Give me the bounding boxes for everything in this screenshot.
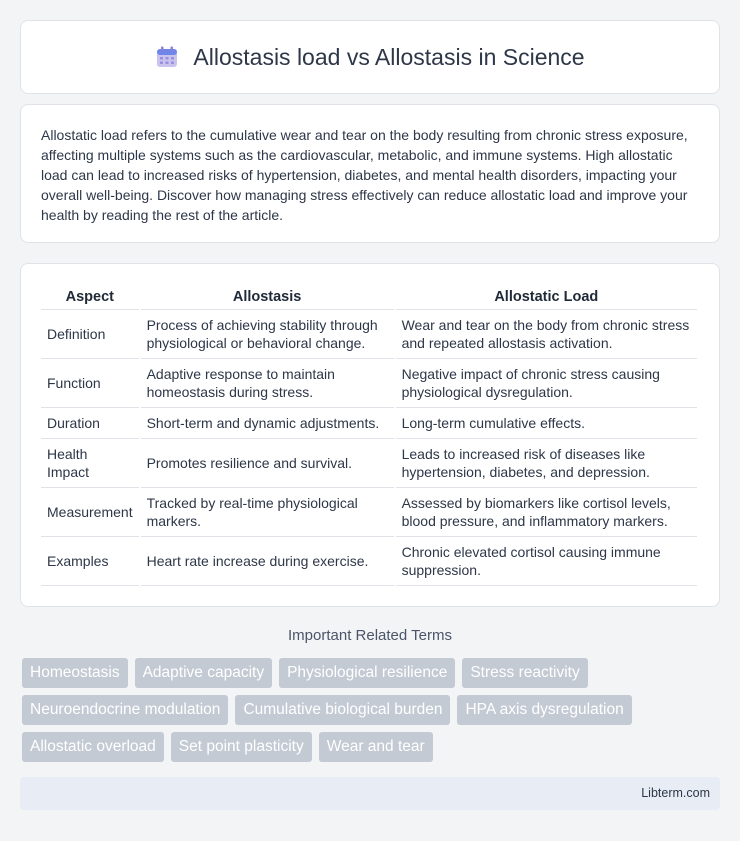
cell-allostatic-load: Long-term cumulative effects. (396, 408, 697, 439)
cell-allostatic-load: Assessed by biomarkers like cortisol levels, blood pressure, and inflammatory markers. (396, 488, 697, 537)
cell-allostasis: Tracked by real-time physiological markers. (141, 488, 394, 537)
header-aspect: Aspect (41, 284, 139, 310)
tag-neuroendocrine-modulation[interactable]: Neuroendocrine modulation (22, 695, 228, 725)
calendar-icon (155, 45, 179, 69)
cell-allostasis: Heart rate increase during exercise. (141, 537, 394, 586)
tag-row (22, 732, 722, 762)
cell-allostatic-load: Chronic elevated cortisol causing immune suppression. (396, 537, 697, 586)
table-row (41, 310, 697, 359)
cell-aspect: Duration (41, 408, 139, 439)
intro-card (20, 104, 720, 243)
title-card (20, 20, 720, 94)
related-terms (22, 658, 722, 769)
cell-aspect: Definition (41, 310, 139, 359)
tag-adaptive-capacity[interactable]: Adaptive capacity (135, 658, 273, 688)
tag-stress-reactivity[interactable]: Stress reactivity (462, 658, 587, 688)
tag-row (22, 658, 722, 688)
cell-allostatic-load: Leads to increased risk of diseases like hypertension, diabetes, and depression. (396, 439, 697, 488)
cell-allostasis: Process of achieving stability through physiological or behavioral change. (141, 310, 394, 359)
cell-aspect: Examples (41, 537, 139, 586)
tag-set-point-plasticity[interactable]: Set point plasticity (171, 732, 312, 762)
table-row (41, 439, 697, 488)
table-row (41, 408, 697, 439)
cell-aspect: Measurement (41, 488, 139, 537)
cell-allostasis: Promotes resilience and survival. (141, 439, 394, 488)
table-row (41, 488, 697, 537)
comparison-card (20, 263, 720, 607)
intro-text: Allostatic load refers to the cumulative wear and tear on the body resulting from chronic stress exposure, affecting multiple systems such as the cardiovascular, metabolic, and immune systems. High allostatic load can lead to increased risks of hypertension, diabetes, and mental health disorders, impacting your overall well-being. Discover how managing stress effectively can reduce allostatic load and improve your health by reading the rest of the article. (41, 127, 688, 223)
tag-row (22, 695, 722, 725)
tag-wear-and-tear[interactable]: Wear and tear (319, 732, 433, 762)
table-row (41, 359, 697, 408)
cell-allostatic-load: Wear and tear on the body from chronic stress and repeated allostasis activation. (396, 310, 697, 359)
comparison-table (39, 284, 699, 586)
tag-hpa-axis-dysregulation[interactable]: HPA axis dysregulation (457, 695, 631, 725)
header-allostatic-load: Allostatic Load (396, 284, 697, 310)
footer-site-link[interactable]: Libterm.com (641, 786, 710, 800)
tag-cumulative-biological-burden[interactable]: Cumulative biological burden (235, 695, 450, 725)
header-allostasis: Allostasis (141, 284, 394, 310)
cell-aspect: Health Impact (41, 439, 139, 488)
cell-aspect: Function (41, 359, 139, 408)
table-row (41, 537, 697, 586)
tag-homeostasis[interactable]: Homeostasis (22, 658, 128, 688)
related-terms-title: Important Related Terms (288, 627, 452, 644)
tag-allostatic-overload[interactable]: Allostatic overload (22, 732, 164, 762)
table-header-row (41, 284, 697, 310)
page-title: Allostasis load vs Allostasis in Science (193, 43, 585, 70)
cell-allostatic-load: Negative impact of chronic stress causing physiological dysregulation. (396, 359, 697, 408)
cell-allostasis: Short-term and dynamic adjustments. (141, 408, 394, 439)
tag-physiological-resilience[interactable]: Physiological resilience (279, 658, 455, 688)
cell-allostasis: Adaptive response to maintain homeostasis during stress. (141, 359, 394, 408)
footer (20, 777, 720, 810)
